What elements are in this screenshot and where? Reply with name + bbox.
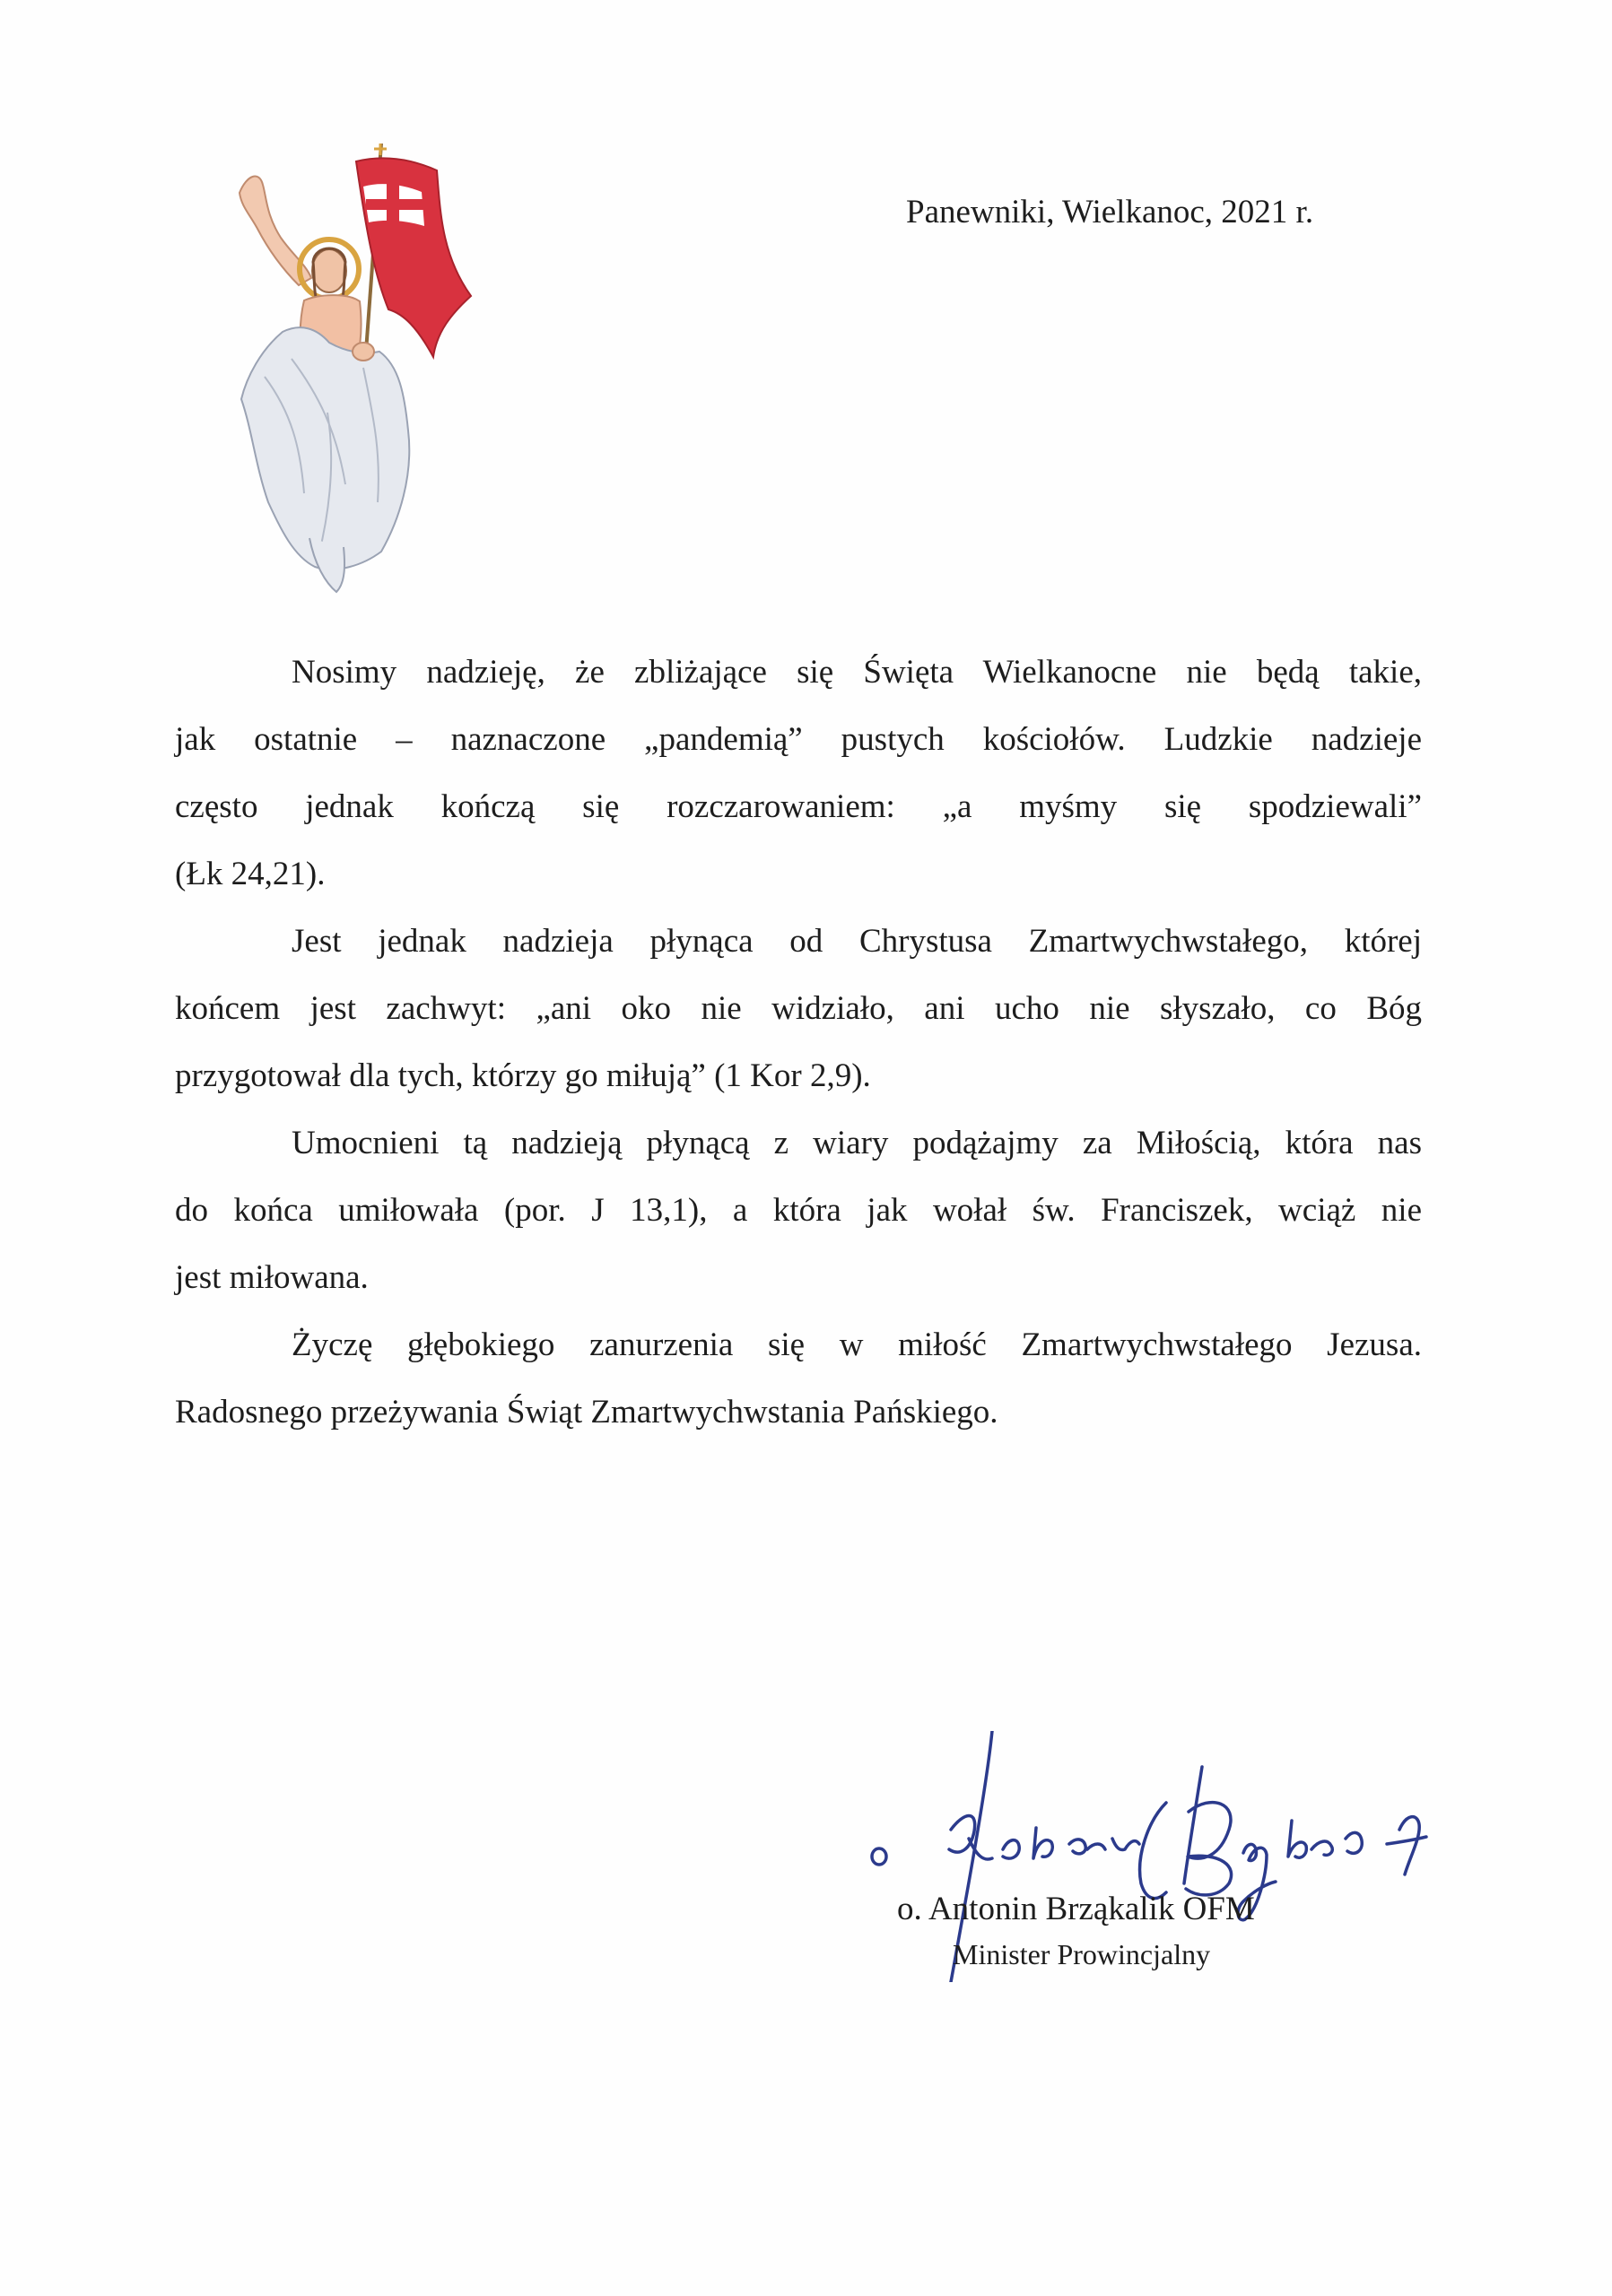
place-date: Panewniki, Wielkanoc, 2021 r. [906, 194, 1314, 230]
letter-body [175, 639, 1422, 1446]
paragraph [175, 639, 1422, 908]
text-line: przygotował dla tych, którzy go miłują” (1 Kor 2,9). [175, 1057, 871, 1094]
text-line: do końca umiłowała (por. J 13,1), a która jak wołał św. Franciszek, wciąż nie [175, 1192, 1422, 1229]
text-line: Umocnieni tą nadzieją płynącą z wiary podążajmy za Miłością, która nas [292, 1125, 1422, 1161]
text-line: (Łk 24,21). [175, 856, 326, 892]
text-line: końcem jest zachwyt: „ani oko nie widziało, ani ucho nie słyszało, co Bóg [175, 990, 1422, 1027]
text-line: Radosnego przeżywania Świąt Zmartwychwstania Pańskiego. [175, 1394, 998, 1431]
paragraph [175, 1109, 1422, 1311]
text-line: często jednak kończą się rozczarowaniem: „a myśmy się spodziewali” [175, 788, 1422, 825]
text-line: jest miłowana. [175, 1259, 369, 1296]
signer-title: Minister Prowincjalny [953, 1938, 1211, 1970]
paragraph [175, 1311, 1422, 1446]
risen-christ-illustration [229, 144, 498, 601]
text-line: Życzę głębokiego zanurzenia się w miłość Zmartwychwstałego Jezusa. [292, 1326, 1422, 1363]
text-line: Nosimy nadzieję, że zbliżające się Święta Wielkanocne nie będą takie, [292, 654, 1422, 691]
text-line: jak ostatnie – naznaczone „pandemią” pustych kościołów. Ludzkie nadzieje [175, 721, 1422, 758]
paragraph [175, 908, 1422, 1109]
text-line: Jest jednak nadzieja płynąca od Chrystusa Zmartwychwstałego, której [292, 923, 1422, 960]
signer-name: o. Antonin Brząkalik OFM [897, 1891, 1255, 1927]
